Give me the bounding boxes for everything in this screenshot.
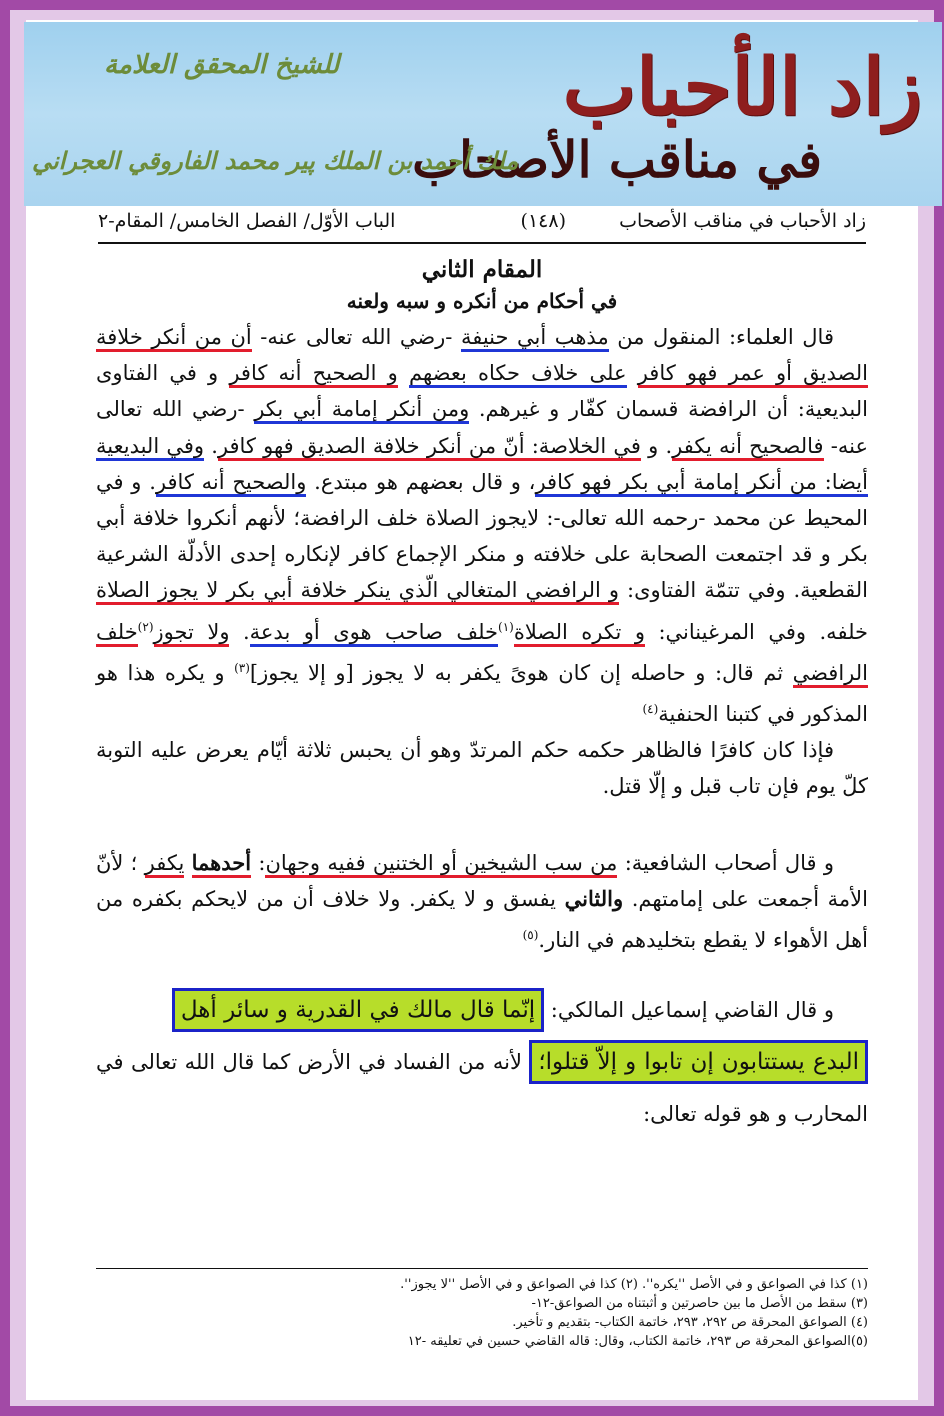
text-run <box>627 361 638 385</box>
underlined-red: فالصحيح أنه يكفر <box>672 434 823 461</box>
paragraph-3 <box>96 845 868 959</box>
text-run <box>184 851 191 875</box>
underlined-blue: والصحيح أنه كافر <box>156 470 307 497</box>
underlined-red: يكفر <box>145 851 185 878</box>
underlined-blue: وفي البديعية أيضا: من أنكر إمامة أبي بكر فهو كافر <box>96 434 868 497</box>
spacer <box>96 805 868 845</box>
banner-author-line2: ملك أحمد بن الملك پير محمد الفاروقي العجراني <box>32 146 519 175</box>
highlight-box: البدع يستتابون إن تابوا و إلاّ قتلوا؛ <box>529 1040 868 1084</box>
footnote-line: (٤) الصواعق المحرقة ص ٢٩٢، ٢٩٣، خاتمة الكتاب- بتقديم و تأخير. <box>512 1315 868 1330</box>
text-run: -رضي الله تعالى عنه- <box>96 397 868 458</box>
underlined-red: و الرافضي المتغالي الّذي ينكر خلافة أبي بكر لا يجوز الصلاة <box>96 578 619 605</box>
footnote-line: (٥)الصواعق المحرقة ص ٢٩٣، خاتمة الكتاب، وقال: قاله القاضي حسين في تعليقه -١٢ <box>407 1334 868 1349</box>
text-run: يفسق و لا يكفر. ولا خلاف أن من لايحكم بكفره من أهل الأهواء لا يقطع بتخليدهم في النار. <box>96 886 868 953</box>
header-book-title: زاد الأحباب في مناقب الأصحاب <box>619 210 866 232</box>
bold-term: والثاني <box>564 885 624 911</box>
header-page-number: (١٤٨) <box>520 210 566 232</box>
highlight-box: إنّما قال مالك في القدرية و سائر أهل <box>172 988 544 1032</box>
underlined-red: خلف الرافضي <box>96 620 868 688</box>
text-run: . <box>229 619 250 644</box>
text-run: -رضي الله تعالى عنه- <box>251 325 461 349</box>
footnote-ref: (٣) <box>234 660 250 675</box>
footnote-ref: (٢) <box>137 619 154 634</box>
text-run: ثم قال: و حاصله إن كان هوىً يكفر به لا يجوز [و إلا يجوز] <box>249 660 793 685</box>
text-run <box>398 361 409 385</box>
underlined-red: في الخلاصة: أنّ من أنكر خلافة الصديق فهو كافر <box>218 434 641 461</box>
text-run: و قال القاضي إسماعيل المالكي: <box>544 998 834 1023</box>
underlined-blue: على خلاف حكاه بعضهم <box>409 361 627 388</box>
underlined-red: من سب الشيخين أو الختنين ففيه وجهان <box>265 851 617 878</box>
title-banner <box>24 22 942 206</box>
paragraph-4 <box>96 984 868 1140</box>
text-run: . <box>204 433 218 458</box>
underlined-blue: ومن أنكر إمامة أبي بكر <box>254 397 469 424</box>
paragraph-2: فإذا كان كافرًا فالظاهر حكمه حكم المرتدّ وهو أن يحبس ثلاثة أيّام يعرض عليه التوبة كلّ يوم فإن تاب قبل و إلّا قتل. <box>96 738 868 799</box>
footnote-ref: (٥) <box>522 928 539 943</box>
header-section: الباب الأوّل/ الفصل الخامس/ المقام-٢ <box>98 210 396 232</box>
paragraph-1 <box>96 319 868 732</box>
text-run: خلفه. وفي المرغيناني: <box>644 619 869 644</box>
text-run: . و في المحيط عن محمد -رحمه الله تعالى-: لايجوز الصلاة خلف الرافضة؛ لأنهم أنكروا خلافة أبي بكر و قد اجتمعت الصحابة على خلافته و منكر الإجماع كافر لإنكاره إحدى الأدلّة الشرعية القطعية. وفي تتمّة الفتاوى: <box>96 469 868 603</box>
footnotes <box>96 1268 868 1351</box>
section-title: المقام الثاني <box>421 256 543 283</box>
footnote-ref: (١) <box>498 619 514 634</box>
underlined-red: و تكره الصلاة <box>514 620 645 647</box>
main-text <box>96 246 868 1140</box>
underlined-red: أن من أنكر خلافة الصديق أو عمر فهو كافر <box>96 325 868 388</box>
text-run: و يكره هذا هو المذكور في كتبنا الحنفية <box>96 660 868 727</box>
text-run: لأنه من الفساد في الأرض كما قال الله تعالى في المحارب و هو قوله تعالى: <box>96 1050 868 1127</box>
banner-subtitle: في مناقب الأصحاب <box>412 130 822 189</box>
underlined-blue: مذهب أبي حنيفة <box>461 325 609 352</box>
footnote-line: (٣) سقط من الأصل ما بين حاصرتين و أثبتناه من الصواعق-١٢- <box>531 1296 868 1311</box>
section-subtitle: في أحكام من أنكره و سبه ولعنه <box>346 289 618 313</box>
underlined-red: و الصحيح أنه كافر <box>229 361 397 388</box>
text-run: ؛ لأنّ الأمة أجمعت على إمامتهم. <box>96 850 868 911</box>
text-run: و في الفتاوى البديعية: أن الرافضة قسمان كفّار و غيرهم. <box>96 361 869 422</box>
text-run: قال العلماء: المنقول من <box>608 325 834 349</box>
text-run: و قال أصحاب الشافعية: <box>617 850 834 875</box>
text-run: : <box>251 850 266 875</box>
text-run: ، و قال بعضهم هو مبتدع. <box>306 469 536 494</box>
banner-title: زاد الأحباب <box>562 42 922 133</box>
banner-author-line1: للشيخ المحقق العلامة <box>104 50 340 80</box>
bold-term: أحدهما <box>192 850 251 878</box>
footnote-line: (١) كذا في الصواعق و في الأصل ''يكره''. (٢) كذا في الصواعق و في الأصل ''لا يجوز''. <box>400 1277 868 1292</box>
footnote-ref: (٤) <box>642 702 659 717</box>
underlined-blue: خلف صاحب هوى أو بدعة <box>250 620 498 647</box>
running-header <box>98 204 866 244</box>
underlined-red: ولا تجوز <box>154 620 230 647</box>
spacer <box>96 958 868 984</box>
text-run: . و <box>640 433 673 458</box>
